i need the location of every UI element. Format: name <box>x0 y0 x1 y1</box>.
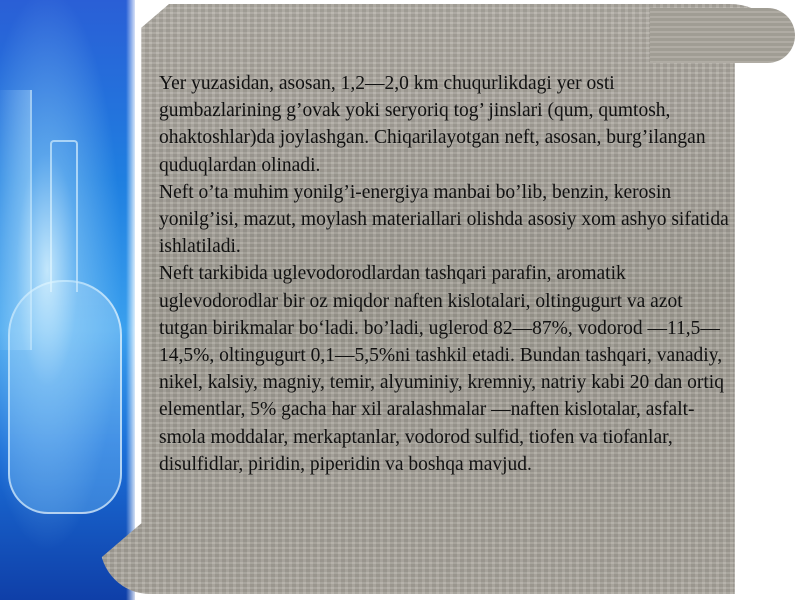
photo-fade-edge <box>126 0 135 600</box>
text-card-corner <box>650 8 795 63</box>
paragraph-oil-composition: Neft tarkibida uglevodorodlardan tashqari parafin, aromatik uglevodorodlar bir oz miqdor naften kislotalari, oltingugurt va azot tutgan birikmalar bo‘ladi. bo’ladi, uglerod 82—87%, vodorod —11,5—14,5%, oltingugurt 0,1—5,5%ni tashkil etadi. Bundan tashqari, vanadiy, nikel, kalsiy, magniy, temir, alyuminiy, kremniy, natriy kabi 20 dan ortiq elementlar, 5% gacha har xil aralashmalar —naften kislotalar, asfalt-smola moddalar, merkaptanlar, vodorod sulfid, tiofen va tiofanlar, disulfidlar, piridin, piperidin va boshqa mavjud. <box>159 263 724 475</box>
photo-highlight <box>0 0 135 600</box>
paragraph-oil-uses: Neft o’ta muhim yonilg’i-energiya manbai bo’lib, benzin, kerosin yonilg’isi, mazut, moylash materiallari olishda asosiy xom ashyo sifatida ishlatiladi. <box>159 181 729 258</box>
paragraph-oil-location: Yer yuzasidan, asosan, 1,2—2,0 km chuqurlikdagi yer osti gumbazlarining g’ovak yoki seryoriq tog’ jinslari (qum, qumtosh, ohaktoshlar)da joylashgan. Chiqarilayotgan neft, asosan, burg’ilangan quduqlardan olinadi. <box>159 73 706 176</box>
lab-glassware-photo <box>0 0 135 600</box>
slide-body-text <box>159 70 734 478</box>
